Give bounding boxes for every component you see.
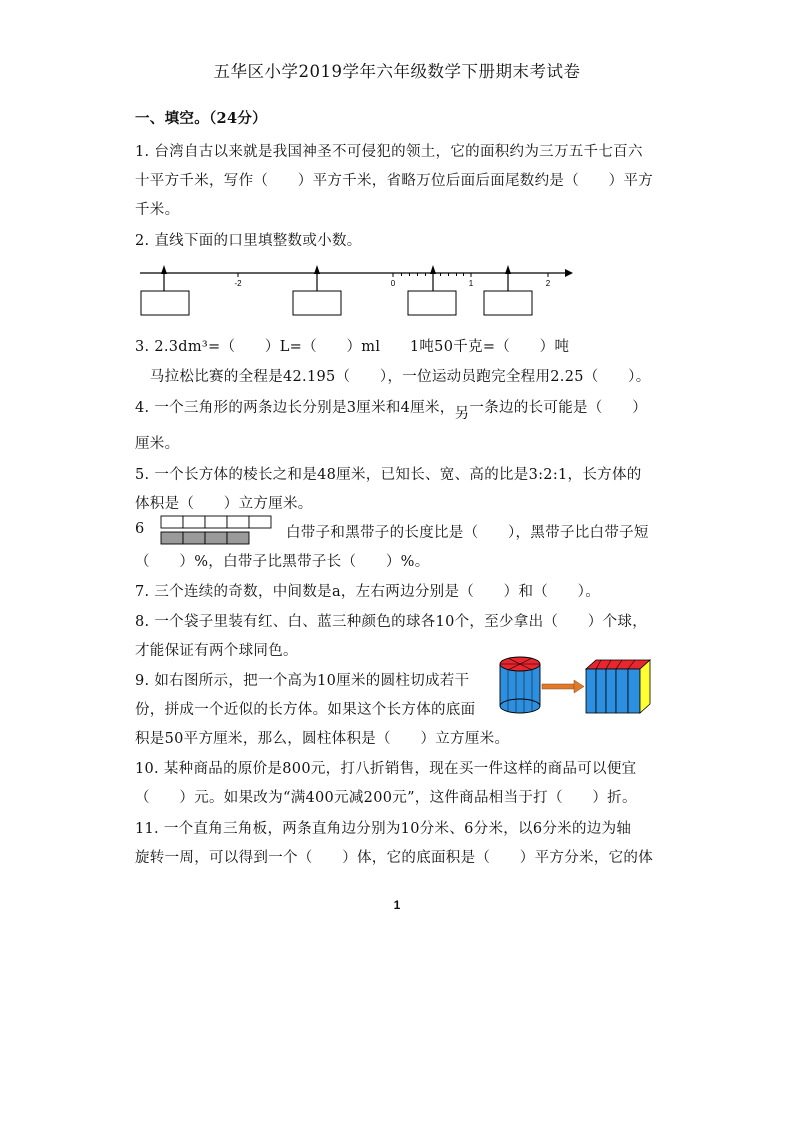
tick-label: 2 bbox=[545, 279, 551, 288]
arrow-up-icon bbox=[161, 265, 167, 274]
answer-box bbox=[293, 291, 341, 315]
q10-line-1: 10. 某种商品的原价是800元，打八折销售，现在买一件这样的商品可以便宜 bbox=[135, 761, 637, 777]
white-ribbon-segment bbox=[205, 516, 227, 528]
q7-text: 7. 三个连续的奇数，中间数是a，左右两边分别是（ ）和（ ）。 bbox=[135, 584, 601, 600]
arrow-up-icon bbox=[505, 265, 511, 274]
q2-text: 2. 直线下面的口里填整数或小数。 bbox=[135, 233, 362, 249]
tick-label: -2 bbox=[234, 279, 242, 288]
arrow-up-icon bbox=[430, 265, 436, 274]
q4-text-shifted: 另 bbox=[454, 406, 470, 422]
exam-title: 五华区小学2019学年六年级数学下册期末考试卷 bbox=[213, 62, 581, 81]
black-ribbon-segment bbox=[161, 532, 183, 544]
q1-line-2: 十平方千米，写作（ ）平方千米，省略万位后面后面尾数约是（ ）平方 bbox=[135, 173, 653, 189]
q4-line-2: 厘米。 bbox=[135, 436, 180, 452]
q1-line-1: 1. 台湾自古以来就是我国神圣不可侵犯的领土，它的面积约为三万五千七百六 bbox=[135, 144, 643, 160]
q4-text-a: 4. 一个三角形的两条边长分别是3厘米和4厘米， bbox=[135, 400, 455, 416]
q6-line-1: 白带子和黑带子的长度比是（ ），黑带子比白带子短 bbox=[286, 525, 649, 541]
q4-line-1 bbox=[135, 396, 648, 422]
answer-box bbox=[408, 291, 456, 315]
number-line-figure bbox=[135, 262, 580, 322]
cuboid-shape bbox=[586, 660, 650, 713]
white-ribbon-segment bbox=[183, 516, 205, 528]
arrow-right-icon bbox=[542, 680, 584, 693]
q6-number: 6 bbox=[135, 521, 145, 537]
q1-line-3: 千米。 bbox=[135, 202, 180, 218]
q11-line-2: 旋转一周，可以得到一个（ ）体，它的底面积是（ ）平方分米，它的体 bbox=[135, 850, 653, 866]
q3-line-2: 马拉松比赛的全程是42.195（ ），一位运动员跑完全程用2.25（ ）。 bbox=[135, 369, 651, 385]
q6-line-2: （ ）%，白带子比黑带子长（ ）%。 bbox=[135, 554, 430, 570]
q8-line-2: 才能保证有两个球同色。 bbox=[135, 643, 298, 659]
q4-text-b: 一条边的长可能是（ ） bbox=[469, 400, 648, 416]
q10-line-2: （ ）元。如果改为“满400元减200元”，这件商品相当于打（ ）折。 bbox=[135, 790, 637, 806]
black-ribbon-segment bbox=[227, 532, 249, 544]
white-ribbon-segment bbox=[227, 516, 249, 528]
cylinder-to-cuboid-figure bbox=[498, 655, 663, 717]
q9-line-1: 9. 如右图所示，把一个高为10厘米的圆柱切成若干 bbox=[135, 673, 470, 689]
number-line-arrowhead bbox=[565, 269, 573, 277]
answer-box bbox=[141, 291, 189, 315]
answer-box bbox=[484, 291, 532, 315]
q5-line-1: 5. 一个长方体的棱长之和是48厘米，已知长、宽、高的比是3:2:1，长方体的 bbox=[135, 467, 642, 483]
arrow-up-icon bbox=[314, 265, 320, 274]
white-ribbon-segment bbox=[161, 516, 183, 528]
tick-label: 0 bbox=[390, 279, 396, 288]
tick-label: 1 bbox=[468, 279, 474, 288]
black-ribbon-segment bbox=[183, 532, 205, 544]
q11-line-1: 11. 一个直角三角板，两条直角边分别为10分米、6分米，以6分米的边为轴 bbox=[135, 821, 632, 837]
q8-line-1: 8. 一个袋子里装有红、白、蓝三种颜色的球各10个，至少拿出（ ）个球， bbox=[135, 614, 647, 630]
q9-line-3: 积是50平方厘米，那么，圆柱体积是（ ）立方厘米。 bbox=[135, 731, 510, 747]
black-ribbon-segment bbox=[205, 532, 227, 544]
white-ribbon-segment bbox=[249, 516, 271, 528]
section-heading: 一、填空。（24分） bbox=[135, 110, 267, 127]
ribbon-figure bbox=[160, 515, 275, 547]
q5-line-2: 体积是（ ）立方厘米。 bbox=[135, 496, 313, 512]
page-number: 1 bbox=[393, 898, 401, 912]
q9-line-2: 份，拼成一个近似的长方体。如果这个长方体的底面 bbox=[135, 702, 476, 718]
q3-line-1: 3. 2.3dm³=（ ）L=（ ）ml 1吨50千克=（ ）吨 bbox=[135, 339, 570, 355]
cylinder-shape bbox=[500, 657, 540, 713]
